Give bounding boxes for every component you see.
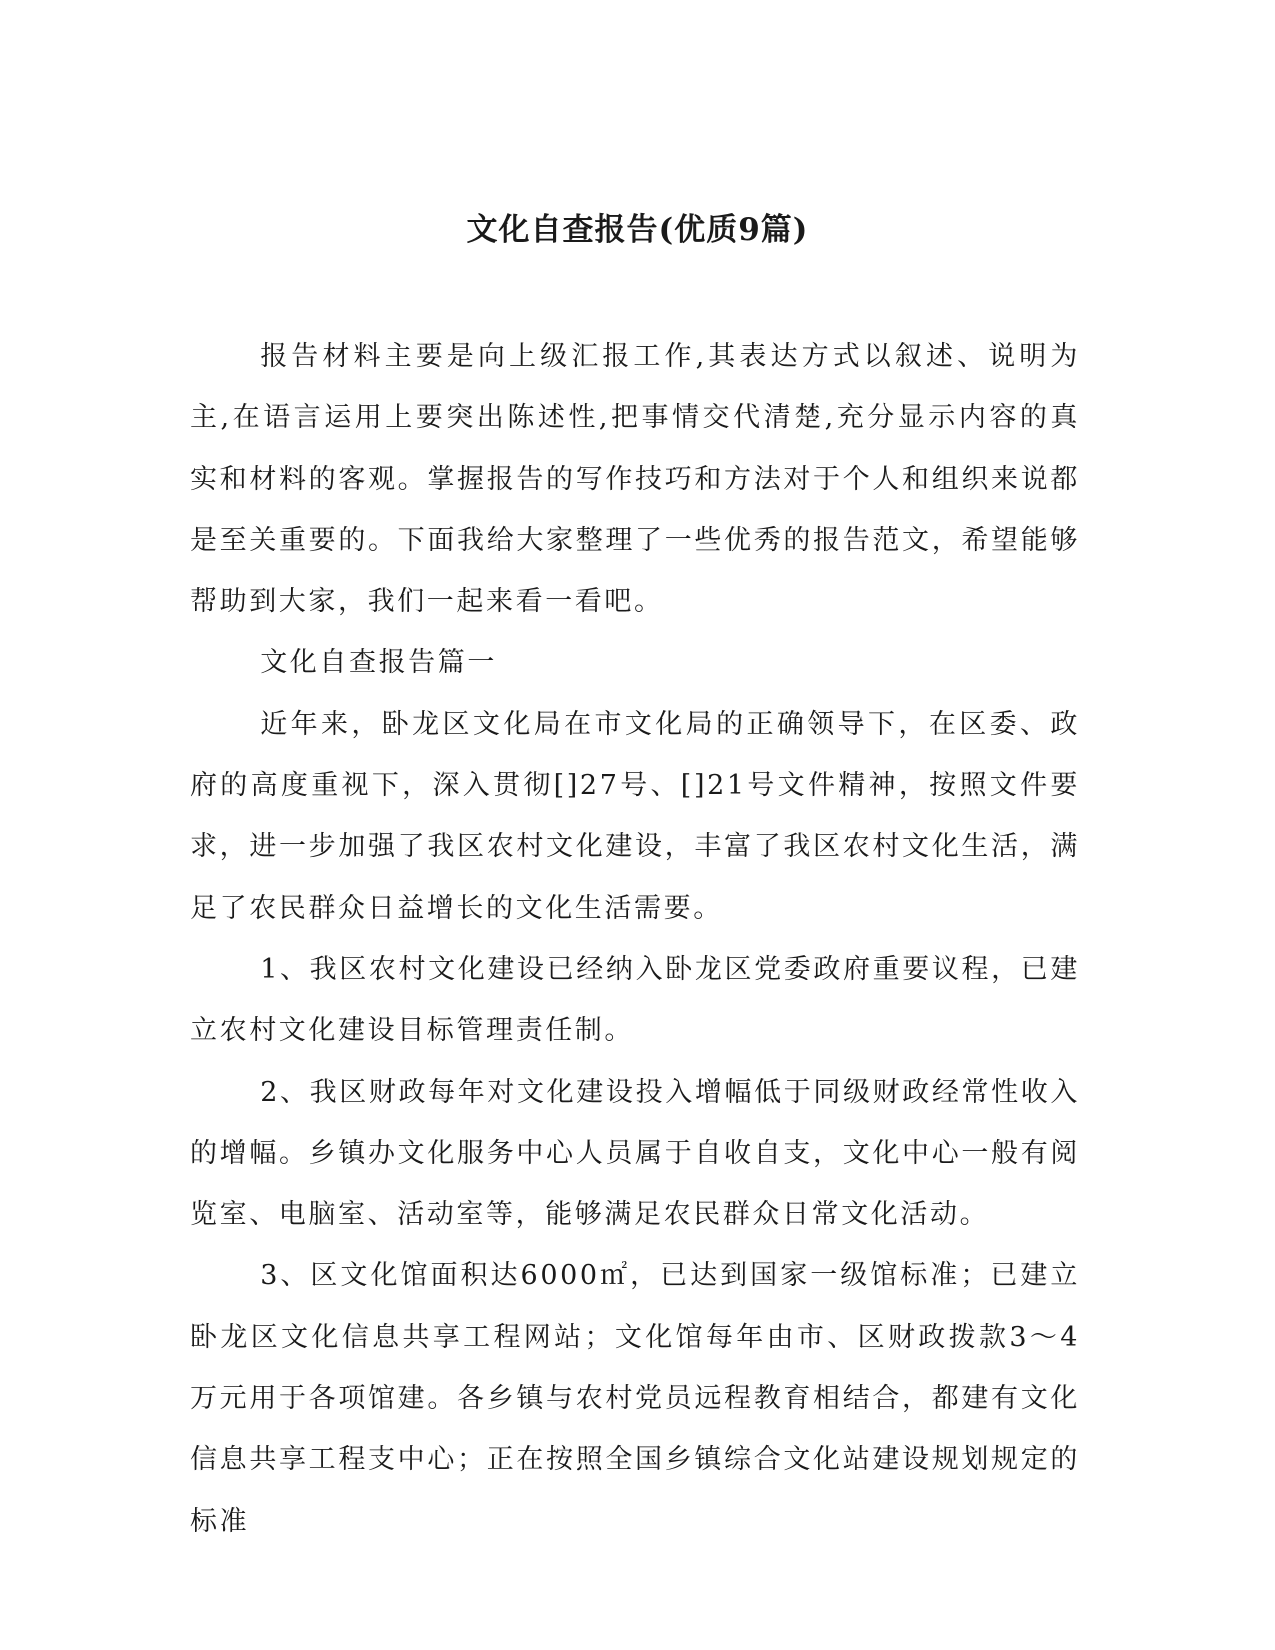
paragraph: 3、区文化馆面积达6000㎡，已达到国家一级馆标准；已建立卧龙区文化信息共享工程网站；文化馆每年由市、区财政拨款3～4万元用于各项馆建。各乡镇与农村党员远程教育相结合，都建有文化信息共享工程支中心；正在按照全国乡镇综合文化站建设规划规定的标准 — [190, 1260, 1080, 1537]
document-body — [190, 326, 1080, 1552]
section-heading: 文化自查报告篇一 — [260, 647, 497, 679]
paragraph: 2、我区财政每年对文化建设投入增幅低于同级财政经常性收入的增幅。乡镇办文化服务中心人员属于自收自支，文化中心一般有阅览室、电脑室、活动室等，能够满足农民群众日常文化活动。 — [190, 1076, 1080, 1231]
paragraph: 近年来，卧龙区文化局在市文化局的正确领导下，在区委、政府的高度重视下，深入贯彻[]27号、[]21号文件精神，按照文件要求，进一步加强了我区农村文化建设，丰富了我区农村文化生活，满足了农民群众日益增长的文化生活需要。 — [190, 708, 1080, 924]
paragraph-intro: 报告材料主要是向上级汇报工作,其表达方式以叙述、说明为主,在语言运用上要突出陈述性,把事情交代清楚,充分显示内容的真实和材料的客观。掌握报告的写作技巧和方法对于个人和组织来说都是至关重要的。下面我给大家整理了一些优秀的报告范文，希望能够帮助到大家，我们一起来看一看吧。 — [190, 341, 1080, 618]
document-title: 文化自查报告(优质9篇) — [466, 212, 809, 248]
paragraph: 1、我区农村文化建设已经纳入卧龙区党委政府重要议程，已建立农村文化建设目标管理责任制。 — [190, 953, 1080, 1047]
